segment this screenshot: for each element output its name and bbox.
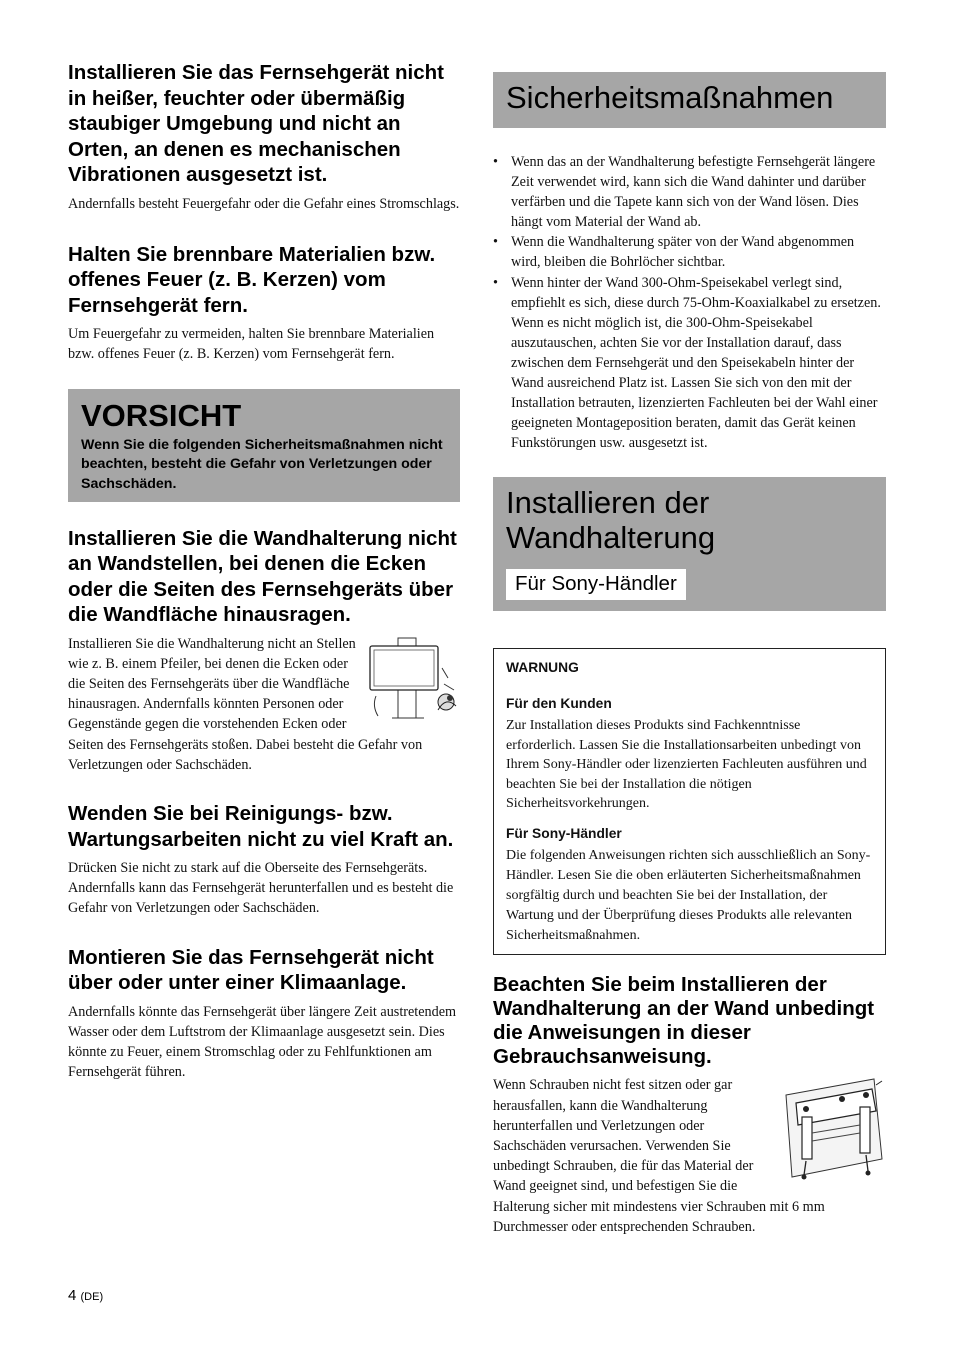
section-wall-edges xyxy=(68,526,460,775)
pillar-mount-illustration xyxy=(364,636,460,725)
vorsicht-text: Wenn Sie die folgenden Sicherheitsmaßnahmen nicht beachten, besteht die Gefahr von Verletzungen oder Sachschäden. xyxy=(81,436,443,492)
right-column xyxy=(493,72,886,1257)
warning-box xyxy=(493,648,886,955)
list-item: • Wenn hinter der Wand 300-Ohm-Speisekabel verlegt sind, empfiehlt es sich, diese durch 75-Ohm-Koaxialkabel zu ersetzen. Wenn es nicht möglich ist, die 300-Ohm-Speisekabel auszutauschen, achten Sie vor der Installation darauf, dass zwischen dem Fernsehgerät und den Speisekabeln hinter der Wand ausreichend Platz ist. Lassen Sie sich von den mit der Installation betrauten, lizenzierten Fachleuten bei der Wahl einer geeigneten Montageposition beraten, damit das Gerät keinen Funkstörungen usw. ausgesetzt ist. xyxy=(493,274,881,452)
vorsicht-box xyxy=(68,389,460,502)
left-column xyxy=(68,60,460,1102)
section-body: Drücken Sie nicht zu stark auf die Oberseite des Fernsehgeräts. Andernfalls kann das Fernsehgerät herunterfallen und es besteht die Gefahr von Verletzungen oder Sachschäden. xyxy=(68,860,454,917)
section-heat-humidity xyxy=(68,60,460,214)
section-heading: Installieren Sie die Wandhalterung nicht an Wandstellen, bei denen die Ecken oder die Seiten des Fernsehgeräts über die Wandfläche hinausragen. xyxy=(68,526,457,627)
install-title-box xyxy=(493,477,886,611)
list-item: • Wenn das an der Wandhalterung befestigte Fernsehgerät längere Zeit verwendet wird, kann sich die Wand dahinter und darüber verfärben und die Tapete kann sich von der Wand lösen. Dies hängt vom Material der Wand ab. xyxy=(493,154,876,231)
section-heading: Montieren Sie das Fernsehgerät nicht über oder unter einer Klimaanlage. xyxy=(68,945,434,995)
page-number xyxy=(68,1287,103,1304)
warning-customer-title: Für den Kunden xyxy=(506,696,612,712)
section-follow-instructions xyxy=(493,973,886,1237)
page-language-code: (DE) xyxy=(80,1291,104,1303)
warning-dealer-text: Die folgenden Anweisungen richten sich ausschließlich an Sony-Händler. Lesen Sie die oben erläuterten Sicherheitsmaßnahmen sorgfältig durch und beachten Sie bei der Installation, der Wartung und der Überprüfung dieses Produkts alle relevanten Sicherheitsmaßnahmen. xyxy=(506,848,871,944)
safety-title: Sicherheitsmaßnahmen xyxy=(506,80,834,115)
section-heading: Beachten Sie beim Installieren der Wandhalterung an der Wand unbedingt die Anweisungen in dieser Gebrauchsanweisung. xyxy=(493,973,875,1069)
warning-customer-text: Zur Installation dieses Produkts sind Fachkenntnisse erforderlich. Lassen Sie die Installationsarbeiten unbedingt von Ihrem Sony-Händler oder lizenzierten Fachleuten ausführen und beachten Sie bei der Installation die nötigen Sicherheitsvorkehrungen. xyxy=(506,718,867,812)
section-heading: Wenden Sie bei Reinigungs- bzw. Wartungsarbeiten nicht zu viel Kraft an. xyxy=(68,802,454,851)
section-flammables xyxy=(68,242,460,365)
section-heading: Installieren Sie das Fernsehgerät nicht in heißer, feuchter oder übermäßig staubiger Umgebung und nicht an Orten, an denen es mechanischen Vibrationen ausgesetzt ist. xyxy=(68,61,444,186)
safety-bullet-list xyxy=(493,152,886,453)
section-air-conditioner xyxy=(68,945,460,1083)
install-subtitle: Für Sony-Händler xyxy=(506,569,686,600)
warning-dealer-title: Für Sony-Händler xyxy=(506,826,622,842)
safety-title-box xyxy=(493,72,886,128)
section-body: Andernfalls könnte das Fernsehgerät über längere Zeit austretendem Wasser oder dem Luftstrom der Klimaanlage ausgesetzt sein. Dies könnte zu Feuer, einem Stromschlag oder zu Fehlfunktionen am Fernsehgerät führen. xyxy=(68,1003,457,1081)
tv-on-pillar-icon xyxy=(364,636,460,720)
install-title: Installieren der Wandhalterung xyxy=(506,485,716,556)
section-body: Installieren Sie die Wandhalterung nicht an Stellen wie z. B. einem Pfeiler, bei denen die Ecken oder die Seiten des Fernsehgeräts über die Wandfläche hinausragen. Andernfalls könnten Personen oder Gegenstände gegen die vorstehenden Ecken oder Seiten des Fernsehgeräts stoßen. Dabei besteht die Gefahr von Verletzungen oder Sachschäden. xyxy=(68,635,423,773)
list-item: • Wenn die Wandhalterung später von der Wand abgenommen wird, bleiben die Bohrlöcher sichtbar. xyxy=(493,234,855,271)
section-heading: Halten Sie brennbare Materialien bzw. offenes Feuer (z. B. Kerzen) vom Fernsehgerät fern. xyxy=(68,242,436,317)
page-number-value: 4 xyxy=(68,1287,77,1304)
section-cleaning xyxy=(68,801,460,919)
section-body: Wenn Schrauben nicht fest sitzen oder gar herausfallen, kann die Wandhalterung herunterfallen und Verletzungen oder Sachschäden verursachen. Verwenden Sie unbedingt Schrauben, die für das Material der Wand geeignet sind, und befestigen Sie die Halterung sicher mit mindestens vier Schrauben mit 6 mm Durchmesser oder entsprechenden Schrauben. xyxy=(493,1077,825,1235)
warning-label: WARNUNG xyxy=(506,660,579,676)
section-body: Andernfalls besteht Feuergefahr oder die Gefahr eines Stromschlags. xyxy=(68,195,460,212)
section-body: Um Feuergefahr zu vermeiden, halten Sie brennbare Materialien bzw. offenes Feuer (z. B. Kerzen) vom Fernsehgerät fern. xyxy=(68,326,435,363)
vorsicht-title: VORSICHT xyxy=(81,397,242,433)
wall-bracket-illustration xyxy=(782,1077,886,1192)
wall-bracket-icon xyxy=(782,1077,886,1187)
